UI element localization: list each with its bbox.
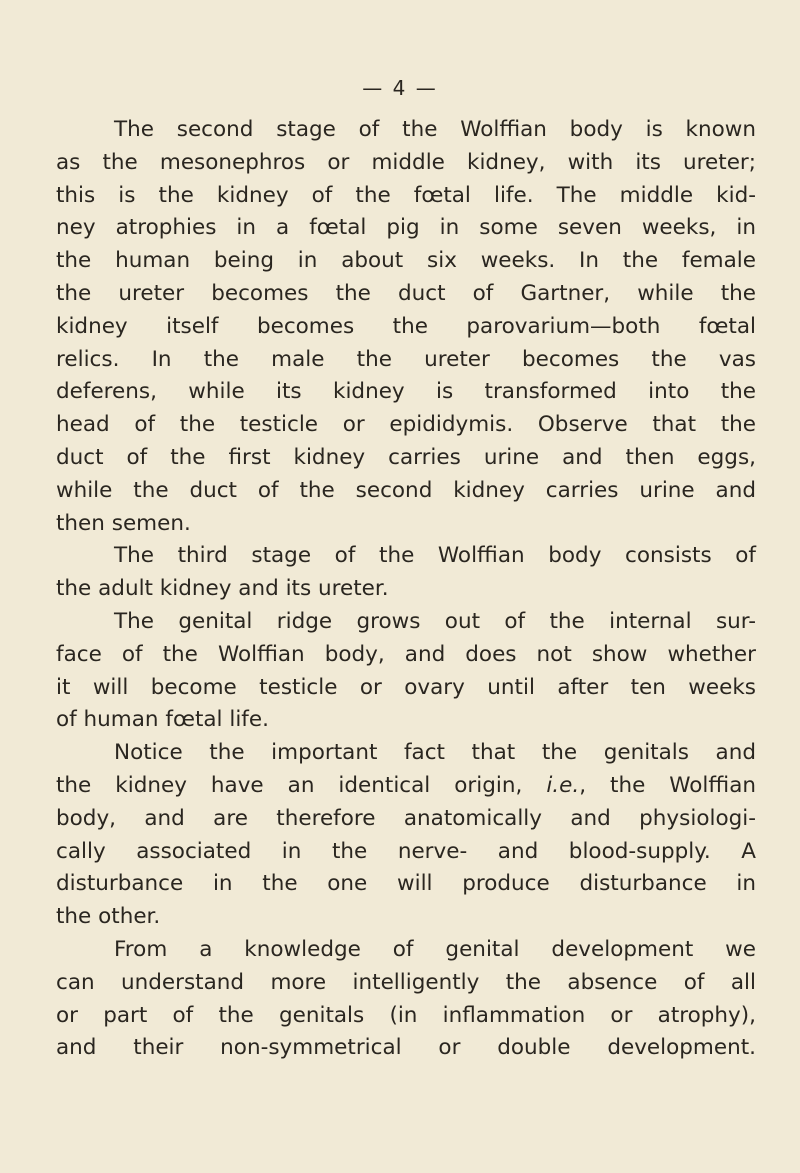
text-line: duct of the first kidney carries urine and then eggs, — [56, 444, 756, 470]
text-line: The third stage of the Wolffian body consists of — [114, 543, 756, 569]
text-line: cally associated in the nerve- and blood-supply. A — [56, 838, 756, 864]
page-number: — 4 — — [362, 76, 438, 100]
text-line: The second stage of the Wolffian body is known — [114, 117, 756, 142]
text-line: the human being in about six weeks. In the female — [56, 248, 756, 274]
text-line: the adult kidney and its ureter. — [56, 576, 389, 602]
text-line: or part of the genitals (in inflammation or atrophy), — [56, 1002, 756, 1028]
text-line: this is the kidney of the fœtal life. The middle kid- — [56, 182, 756, 208]
text-line: the other. — [56, 904, 161, 930]
text-line: Notice the important fact that the genitals and — [114, 740, 756, 766]
text-line: while the duct of the second kidney carries urine and — [56, 477, 756, 503]
text-line: ney atrophies in a fœtal pig in some seven weeks, in — [56, 215, 756, 241]
text-line: it will become testicle or ovary until after ten weeks — [56, 674, 756, 700]
text-line: then semen. — [56, 510, 191, 536]
text-line: of human fœtal life. — [56, 707, 269, 733]
text-line: From a knowledge of genital development we — [114, 936, 756, 962]
text-line: body, and are therefore anatomically and physiologi- — [56, 805, 756, 831]
body-text — [56, 114, 756, 1065]
italic-abbreviation: i.e. — [546, 772, 580, 798]
text-line: the kidney have an identical origin, i.e., the Wolffian — [56, 772, 756, 798]
text-line: the ureter becomes the duct of Gartner, while the — [56, 280, 756, 306]
text-line: disturbance in the one will produce disturbance in — [56, 871, 756, 897]
text-line: as the mesonephros or middle kidney, with its ureter; — [56, 149, 756, 175]
text-line: deferens, while its kidney is transformed into the — [56, 379, 756, 405]
text-line: The genital ridge grows out of the internal sur- — [114, 608, 756, 634]
text-line: and their non-symmetrical or double development. — [56, 1035, 756, 1061]
text-line: face of the Wolffian body, and does not show whether — [56, 641, 756, 667]
text-line: kidney itself becomes the parovarium—both fœtal — [56, 313, 756, 339]
text-line: can understand more intelligently the absence of all — [56, 969, 756, 995]
text-line: relics. In the male the ureter becomes the vas — [56, 346, 756, 372]
text-line: head of the testicle or epididymis. Observe that the — [56, 412, 756, 438]
